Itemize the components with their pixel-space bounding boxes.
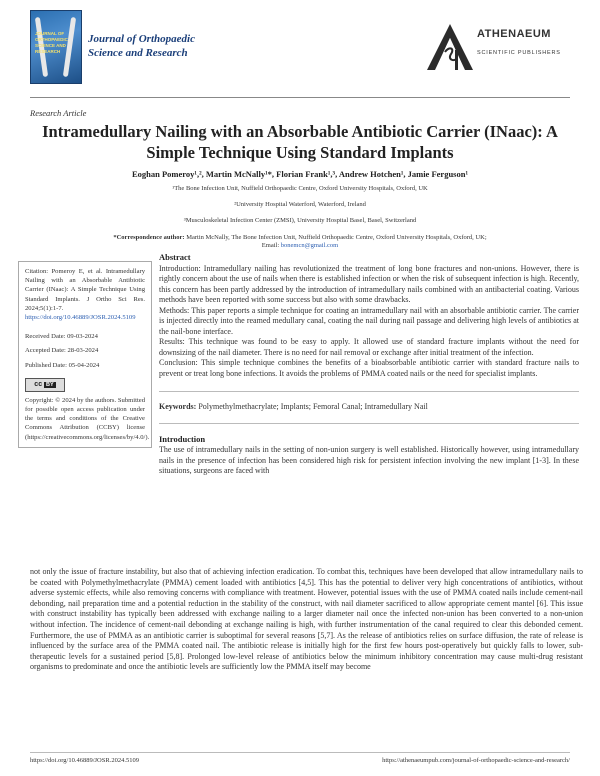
correspondence: [30, 234, 570, 241]
journal-cover-text: JOURNAL OF ORTHOPAEDIC SCIENCE AND RESEARCH: [35, 31, 68, 54]
cc-license-icon: [25, 378, 65, 392]
abstract-methods: Methods: This paper reports a simple technique for coating an intramedullary nail with an absorbable antibiotic carrier. The carrier is injected directly into the reamed medullary canal, coating the nail during nail passage and delivering high levels of antibiotics at the nail-bone interface.: [159, 305, 579, 336]
cc-by-text: BY: [46, 381, 54, 388]
abstract-heading: Abstract: [159, 252, 191, 262]
correspondence-text: Martin McNally, The Bone Infection Unit, Nuffield Orthopaedic Centre, Oxford University Hospitals, Oxford, UK;: [184, 234, 487, 241]
article-title: Intramedullary Nailing with an Absorbable Antibiotic Carrier (INaac): A Simple Technique Using Standard Implants: [42, 122, 558, 162]
footer-doi[interactable]: https://doi.org/10.46889/JOSR.2024.5109: [30, 757, 139, 764]
footer-divider: [30, 752, 570, 753]
affiliation-1: ¹The Bone Infection Unit, Nuffield Orthopaedic Centre, Oxford University Hospitals, Oxford, UK: [172, 185, 428, 192]
affiliation-2: ²University Hospital Waterford, Waterford, Ireland: [234, 201, 366, 208]
publisher-emblem-icon: [425, 22, 475, 72]
published-date: Published Date: 05-04-2024: [25, 361, 100, 369]
publisher-name: ATHENAEUM: [477, 28, 551, 40]
accepted-date: Accepted Date: 28-03-2024: [25, 347, 99, 355]
journal-title: Journal of Orthopaedic Science and Research: [88, 33, 195, 59]
correspondence-label: *Correspondence author:: [113, 234, 185, 241]
email-link[interactable]: bonemcn@gmail.com: [280, 242, 339, 249]
citation-text: Citation: Pomeroy E, et al. Intramedullary Nailing with an Absorbable Antibiotic Carrier (INaac): A Simple Technique Using Standard Implants. J Ortho Sci Res. 2024;5(1):1-7.: [25, 268, 145, 312]
received-date: Received Date: 09-03-2024: [25, 333, 98, 341]
publisher-logo: [425, 22, 590, 72]
main-column: [159, 252, 579, 477]
email-label: Email:: [261, 242, 281, 249]
introduction-full-text: not only the issue of fracture instability, but also that of achieving infection eradication. To combat this, techniques have been developed that allow intramedullary nails to be coated with Polymethylmethacrylate (PMMA) cement loaded with antibiotics [4,5]. This has the potential to deliver very high concentrations of antibiotics, without adverse systemic effects, while also removing concerns with compliance with treatment. However, potential issues with the use of PMMA coated nails include cement-nail debonding, nail preparation time and a potential reduction in the stability of the construct, with nail diameter sacrificed to allow appropriate cement mantel [6]. This issue with construct instability has typically been addressed with exchange nailing to a larger diameter nail once the infected non-union has been converted to a non-union without infection. The incidence of cement-nail debonding at exchange nailing is high, with further instrumentation of the canal required to clear this debonded cement. Furthermore, the use of PMMA as an antibiotic carrier is suboptimal for several reasons [5,7]. As the release of antibiotics relies on surface diffusion, the rate of release is influenced by the surface area of the PMMA coated nail. The antibiotic release is initially high for the first few hours post-operatively but quickly falls to lower, sub-therapeutic levels for a sustained period [5,8]. Prolonged low-level release of antibiotics below the minimum inhibitory concentration may cause multi-drug resistant organisms to predominate and once the antibiotic levels are sufficiently low the PMMA itself may become: [30, 567, 583, 672]
sidebar: [18, 261, 152, 448]
introduction-column-text: The use of intramedullary nails in the setting of non-union surgery is well established. Historically however, using intramedullary nails in the presence of infection has been considered high risk for persistent infection involving the new implant [1-3]. In these situations, surgeons are faced with: [159, 445, 579, 475]
copyright-text: Copyright: © 2024 by the authors. Submitted for possible open access publication under the terms and conditions of the Creative Commons Attribution (CCBY) license (https://creativecommons.org/licenses/by/4.0/).: [25, 396, 150, 441]
abstract-conclusion: Conclusion: This simple technique combines the benefits of a bioabsorbable antibiotic carrier with standard fracture nails to prevent or treat long bone infections. It avoids the problems of PMMA coated nails or the need for specialist implants.: [159, 358, 579, 378]
keywords-label: Keywords:: [159, 402, 197, 411]
email-line: [30, 242, 570, 249]
affiliation-3: ³Musculoskeletal Infection Center (ZMSI), University Hospital Basel, Basel, Switzerland: [183, 217, 417, 224]
doi-link[interactable]: https://doi.org/10.46889/JOSR.2024.5109: [25, 314, 136, 322]
article-type: Research Article: [30, 108, 87, 118]
cc-badge-text: cc: [34, 380, 43, 388]
footer-journal-url[interactable]: https://athenaeumpub.com/journal-of-orthopaedic-science-and-research/: [382, 757, 570, 764]
publisher-subtitle: SCIENTIFIC PUBLISHERS: [477, 50, 561, 56]
author-list: Eoghan Pomeroy¹,², Martin McNally¹*, Florian Frank¹,³, Andrew Hotchen¹, Jamie Ferguson¹: [131, 169, 469, 179]
abstract-results: Results: This technique was found to be easy to apply. It allowed use of standard fracture implants without the need for downsizing of the nail diameter. There is no need for nail removal or exchange after initial treatment of the infection.: [159, 337, 579, 357]
journal-cover-image: [30, 10, 82, 84]
abstract-introduction: Introduction: Intramedullary nailing has revolutionized the treatment of long bone fractures and non-unions. However, there is rightly concern about the use of nails when there is established infection or when the risk of subsequent infection is high. Recently, this concern has been partly addressed by the introduction of intramedullary nails combined with an antibacterial coating. Various methods have been reported with some success but also with some drawbacks.: [159, 263, 579, 304]
journal-logo: [30, 10, 195, 90]
keywords-text: Polymethylmethacrylate; Implants; Femoral Canal; Intramedullary Nail: [196, 402, 428, 411]
citation-box: [18, 261, 152, 448]
keywords: [159, 391, 579, 424]
introduction-heading: Introduction: [159, 433, 206, 444]
header-divider: [30, 97, 570, 98]
